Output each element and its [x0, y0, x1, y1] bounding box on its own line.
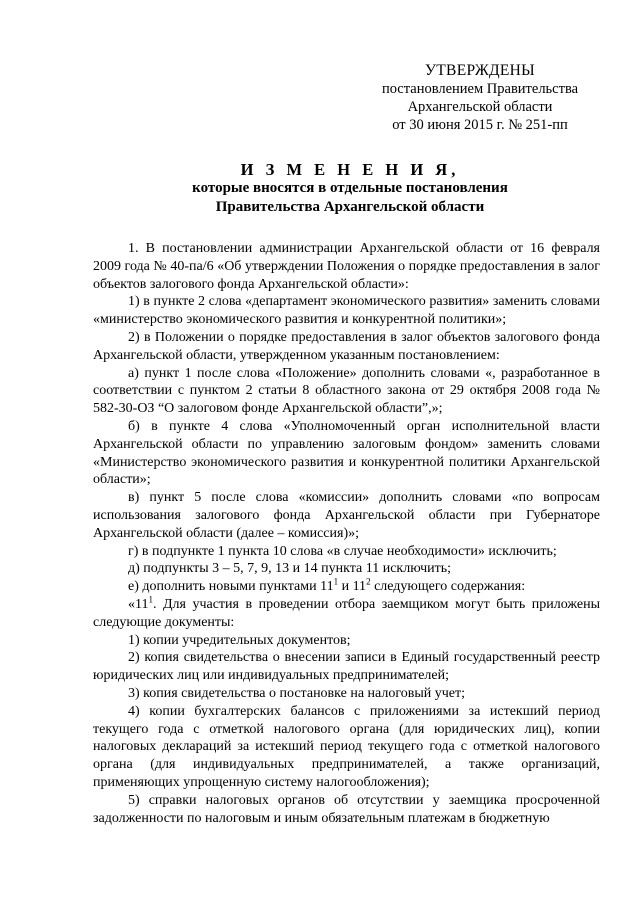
approval-line: постановлением Правительства — [381, 81, 579, 97]
paragraph: 2) в Положении о порядке предоставления в залог объектов залогового фонда Архангельской области, утвержденном указанным постановлением: — [93, 329, 600, 363]
approval-line: от 30 июня 2015 г. № 251-пп — [392, 117, 568, 133]
paragraph — [93, 596, 600, 632]
paragraph: б) в пункте 4 слова «Уполномоченный орган исполнительной власти Архангельской области по управлению залоговым фондом» заменить словами «Министерство экономического развития и конкурентной политики Архангельской области»; — [93, 418, 600, 488]
list-item: 4) копии бухгалтерских балансов с приложениями за истекший период текущего года с отметкой налогового органа (для юридических лиц), копии налоговых деклараций за истекший период текущего года с отметкой налогового органа (для индивидуальных предпринимателей, а также организаций, применяющих упрощенную систему налогообложения); — [93, 703, 600, 790]
superscript: 1 — [333, 576, 339, 587]
paragraph-text: следующего содержания: — [370, 579, 526, 595]
list-item: 1) копии учредительных документов; — [128, 632, 351, 648]
paragraph-text: е) дополнить новыми пунктами 11 — [128, 579, 334, 595]
list-item: 2) копия свидетельства о внесении записи в Единый государственный реестр юридических лиц или индивидуальных предпринимателей; — [93, 650, 600, 684]
paragraph: 1. В постановлении администрации Архангельской области от 16 февраля 2009 года № 40-па/6 «Об утверждении Положения о порядке предоставления в залог объектов залогового фонда Архангельской области»: — [93, 241, 600, 292]
approval-stamp — [360, 62, 600, 134]
paragraph: 1) в пункте 2 слова «департамент экономического развития» заменить словами «министерство экономического развития и конкурентной политики»; — [93, 294, 600, 328]
superscript: 1 — [148, 594, 153, 605]
list-item: 3) копия свидетельства о постановке на налоговый учет; — [128, 685, 466, 701]
paragraph-text: . Для участия в проведении отбора заемщиком могут быть приложены следующие документы: — [93, 596, 600, 630]
superscript: 2 — [366, 576, 371, 587]
paragraph-text: и 11 — [338, 579, 367, 595]
paragraph: в) пункт 5 после слова «комиссии» дополнить словами «по вопросам использования залогового фонда Архангельской области при Губернаторе Архангельской области (далее – комиссия)»; — [93, 490, 600, 541]
approval-line: Архангельской области — [407, 99, 553, 115]
paragraph-text: «11 — [128, 596, 149, 612]
title-line: которые вносятся в отдельные постановления — [192, 180, 508, 196]
paragraph: г) в подпункте 1 пункта 10 слова «в случае необходимости» исключить; — [128, 543, 557, 559]
approval-heading: УТВЕРЖДЕНЫ — [425, 62, 535, 79]
paragraph: д) подпункты 3 – 5, 7, 9, 13 и 14 пункта 11 исключить; — [128, 561, 452, 577]
document-body — [93, 240, 600, 827]
paragraph: а) пункт 1 после слова «Положение» дополнить словами «, разработанное в соответствии с пунктом 2 статьи 8 областного закона от 29 октября 2008 года № 582-30-ОЗ “О залоговом фонде Архангельской области”,»; — [93, 365, 600, 417]
paragraph — [93, 578, 600, 596]
title-line: И З М Е Н Е Н И Я, — [240, 160, 460, 179]
document-title — [0, 160, 640, 217]
list-item: 5) справки налоговых органов об отсутствии у заемщика просроченной задолженности по налоговым и иным обязательным платежам в бюджетную — [93, 792, 600, 826]
title-line: Правительства Архангельской области — [215, 199, 485, 215]
